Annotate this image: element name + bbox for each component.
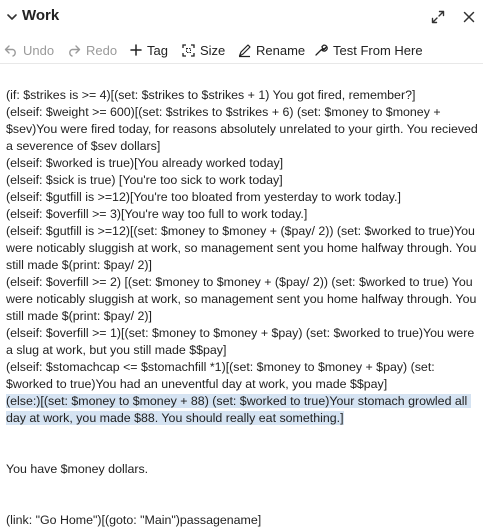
undo-button[interactable] xyxy=(4,40,54,60)
test-from-here-button[interactable] xyxy=(314,40,423,60)
redo-label: Redo xyxy=(86,42,118,58)
size-button[interactable] xyxy=(182,40,225,60)
redo-button[interactable] xyxy=(67,40,117,60)
editor-line: (elseif: $weight >= 600)[(set: $strikes to $strikes + 6) (set: $money to $money + $sev)You were fired today, for reasons absolutely unrelated to your girth. You recieved a severence of $sev dollars] xyxy=(6,105,482,153)
editor-line xyxy=(6,393,478,427)
editor-line: (elseif: $gutfill is >=12)[You're too bloated from yesterday to work today.] xyxy=(6,190,401,204)
editor-line: (link: "Go Home")[(goto: "Main")passagename] xyxy=(6,513,262,527)
editor-line: (elseif: $overfill >= 3)[You're way too full to work today.] xyxy=(6,207,308,221)
chevron-down-icon xyxy=(6,11,18,23)
test-from-here-label: Test From Here xyxy=(333,42,423,58)
passage-title: Work xyxy=(22,7,60,24)
title-bar xyxy=(0,0,483,34)
close-button[interactable] xyxy=(459,7,479,27)
wrench-icon xyxy=(314,43,328,57)
editor-blank-line xyxy=(6,427,478,444)
rename-icon xyxy=(238,44,251,57)
plus-icon xyxy=(130,44,142,56)
close-icon xyxy=(463,11,475,23)
editor-line: (elseif: $overfill >= 2) [(set: $money to $money + ($pay/ 2)) (set: $worked to true) You were noticably sluggish at work, so management sent you home halfway through. You still made $(print: $pay/ 2)] xyxy=(6,275,480,323)
editor-line: (elseif: $worked is true)[You already worked today] xyxy=(6,156,284,170)
expand-arrows-icon xyxy=(431,10,445,24)
tag-label: Tag xyxy=(147,42,168,58)
editor-line: You have $money dollars. xyxy=(6,462,149,476)
editor-line: (if: $strikes is >= 4)[(set: $strikes to $strikes + 1) You got fired, remember?] xyxy=(6,88,416,102)
tag-button[interactable] xyxy=(130,40,168,60)
passage-text-editor[interactable] xyxy=(6,87,482,527)
editor-line: (elseif: $gutfill is >=12)[(set: $money to $money + ($pay/ 2)) (set: $worked to true)You were noticably sluggish at work, so management sent you home halfway through. You still made $(print: $pay/ 2)] xyxy=(6,224,480,272)
undo-icon xyxy=(4,44,18,56)
rename-button[interactable] xyxy=(238,40,305,60)
toolbar xyxy=(0,36,483,64)
editor-blank-line xyxy=(6,444,478,461)
editor-blank-line xyxy=(6,478,478,495)
resize-icon xyxy=(182,44,195,57)
undo-label: Undo xyxy=(23,42,55,58)
rename-label: Rename xyxy=(256,42,306,58)
editor-line: (elseif: $overfill >= 1)[(set: $money to $money + $pay) (set: $worked to true)You were a slug at work, but you still made $$pay] xyxy=(6,326,478,357)
redo-icon xyxy=(67,44,81,56)
editor-blank-line xyxy=(6,495,478,512)
editor-line: (elseif: $sick is true) [You're too sick to work today] xyxy=(6,173,283,187)
selected-text: (else:)[(set: $money to $money + 88) (set: $worked to true)Your stomach growled all day at work, you made $88. You should really eat something.] xyxy=(6,394,471,425)
maximize-button[interactable] xyxy=(428,7,448,27)
collapse-button[interactable] xyxy=(4,8,20,26)
size-label: Size xyxy=(200,42,226,58)
editor-line: (elseif: $stomachcap <= $stomachfill *1)[(set: $money to $money + $pay) (set: $worked to true)You had an uneventful day at work, you made $$pay] xyxy=(6,360,439,391)
